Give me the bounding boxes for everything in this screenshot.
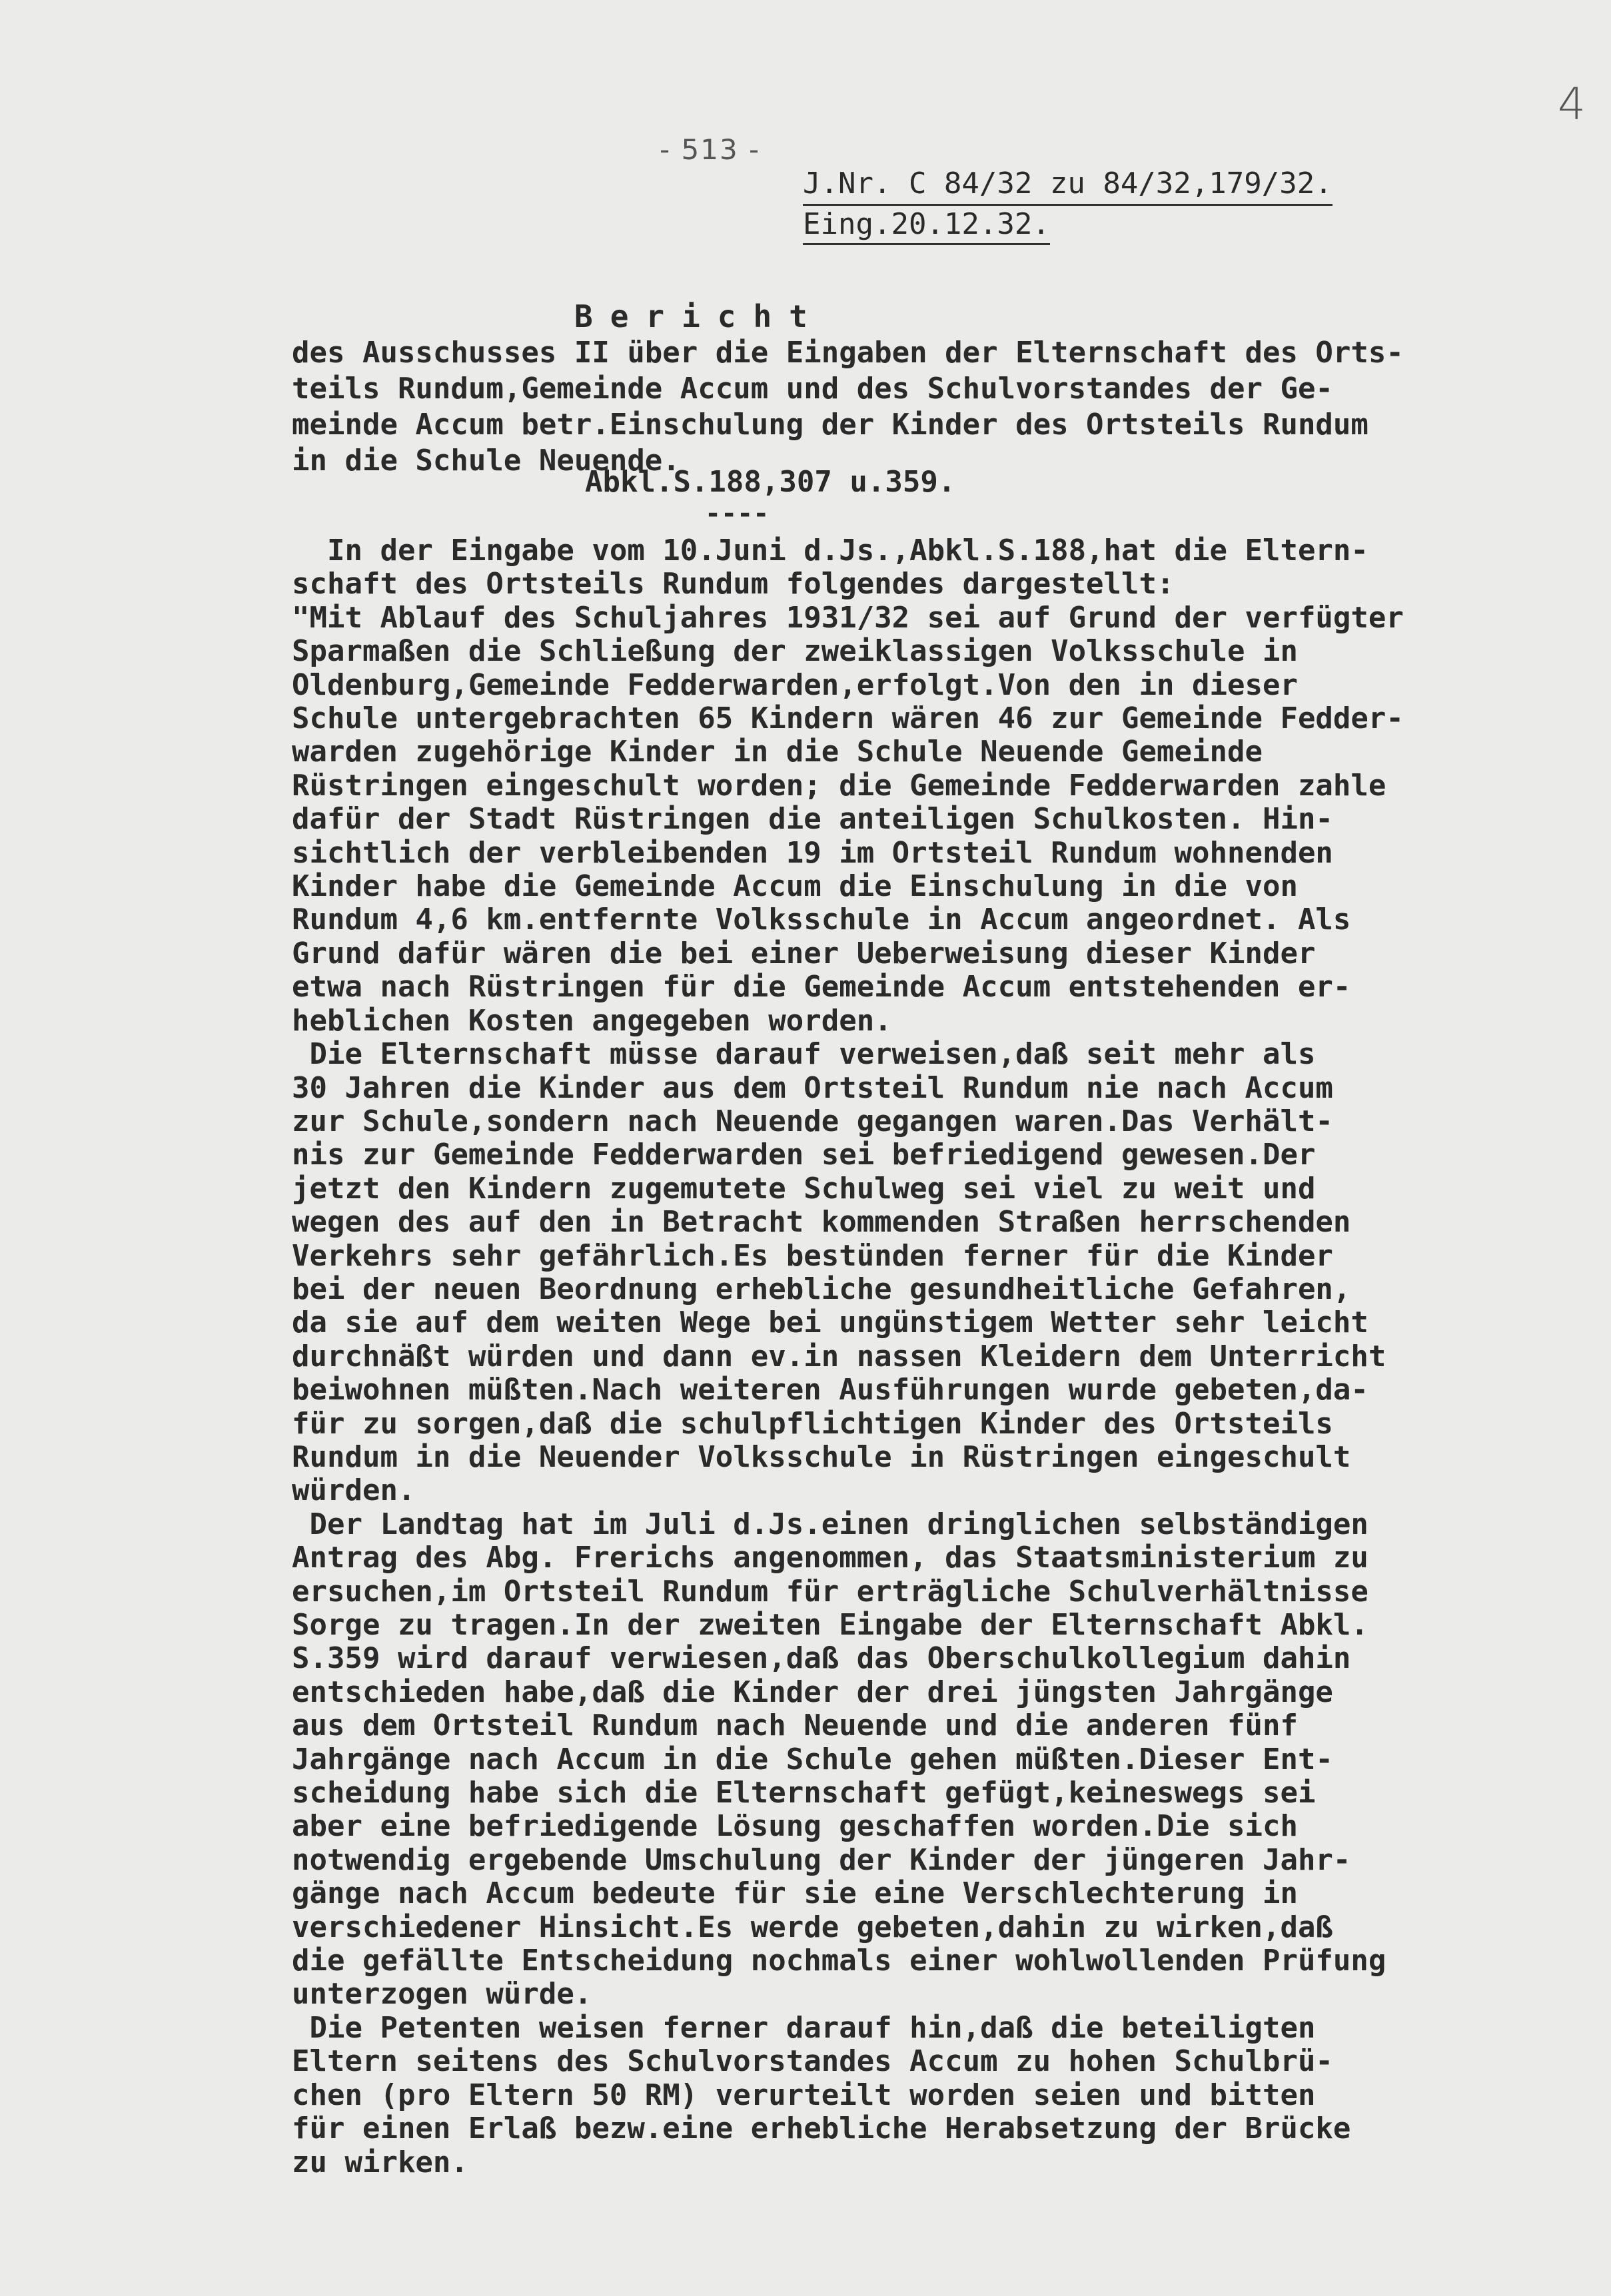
file-reference: Abkl.S.188,307 u.359. (585, 465, 956, 499)
separator: ---- (705, 498, 770, 529)
receipt-date: Eing.20.12.32. (803, 206, 1050, 245)
page-number: - 513 - (660, 133, 761, 166)
report-body: In der Eingabe vom 10.Juni d.Js.,Abkl.S.188,hat die Eltern- schaft des Ortsteils Rundum folgendes dargestellt: "Mit Ablauf des Schuljahres 1931/32 sei auf Grund der verfügter Sparmaßen die Schließung der zweiklassigen Volksschule in Oldenburg,Gemeinde Fedderwarden,erfolgt.Von den in dieser Schule untergebrachten 65 Kindern wären 46 zur Gemeinde Fedder- warden zugehörige Kinder in die Schule Neuende Gemeinde Rüstringen eingeschult worden; die Gemeinde Fedderwarden zahle dafür der Stadt Rüstringen die anteiligen Schulkosten. Hin- sichtlich der verbleibenden 19 im Ortsteil Rundum wohnenden Kinder habe die Gemeinde Accum die Einschulung in die von Rundum 4,6 km.entfernte Volksschule in Accum angeordnet. Als Grund dafür wären die bei einer Ueberweisung dieser Kinder etwa nach Rüstringen für die Gemeinde Accum entstehenden er- heblichen Kosten angegeben worden. Die Elternschaft müsse darauf verweisen,daß seit mehr als 30 Jahren die Kinder aus dem Ortsteil Rundum nie nach Accum zur Schule,sondern nach Neuende gegangen waren.Das Verhält- nis zur Gemeinde Fedderwarden sei befriedigend gewesen.Der jetzt den Kindern zugemutete Schulweg sei viel zu weit und wegen des auf den in Betracht kommenden Straßen herrschenden Verkehrs sehr gefährlich.Es bestünden ferner für die Kinder bei der neuen Beordnung erhebliche gesundheitliche Gefahren, da sie auf dem weiten Wege bei ungünstigem Wetter sehr leicht durchnäßt würden und dann ev.in nassen Kleidern dem Unterricht beiwohnen müßten.Nach weiteren Ausführungen wurde gebeten,da- für zu sorgen,daß die schulpflichtigen Kinder des Ortsteils Rundum in die Neuender Volksschule in Rüstringen eingeschult würden. Der Landtag hat im Juli d.Js.einen dringlichen selbständigen Antrag des Abg. Frerichs angenommen, das Staatsministerium zu ersuchen,im Ortsteil Rundum für erträgliche Schulverhältnisse Sorge zu tragen.In der zweiten Eingabe der Elternschaft Abkl. S.359 wird darauf verwiesen,daß das Oberschulkollegium dahin entschieden habe,daß die Kinder der drei jüngsten Jahrgänge aus dem Ortsteil Rundum nach Neuende und die anderen fünf Jahrgänge nach Accum in die Schule gehen müßten.Dieser Ent- scheidung habe sich die Elternschaft gefügt,keineswegs sei aber eine befriedigende Lösung geschaffen worden.Die sich notwendig ergebende Umschulung der Kinder der jüngeren Jahr- gänge nach Accum bedeute für sie eine Verschlechterung in verschiedener Hinsicht.Es werde gebeten,dahin zu wirken,daß die gefällte Entscheidung nochmals einer wohlwollenden Prüfung unterzogen würde. Die Petenten weisen ferner darauf hin,daß die beteiligten Eltern seitens des Schulvorstandes Accum zu hohen Schulbrü- chen (pro Eltern 50 RM) verurteilt worden seien und bitten für einen Erlaß bezw.eine erhebliche Herabsetzung der Brücke zu wirken. (292, 534, 1404, 2179)
document-title: Bericht (574, 298, 825, 334)
sheet-number: 4 (1558, 79, 1586, 130)
journal-reference (803, 165, 1333, 245)
document-subject: des Ausschusses II über die Eingaben der Elternschaft des Orts- teils Rundum,Gemeinde Accum und des Schulvorstandes der Ge- meinde Accum betr.Einschulung der Kinder des Ortsteils Rundum in die Schule Neuende. (292, 336, 1404, 478)
journal-number: J.Nr. C 84/32 zu 84/32,179/32. (803, 165, 1333, 206)
